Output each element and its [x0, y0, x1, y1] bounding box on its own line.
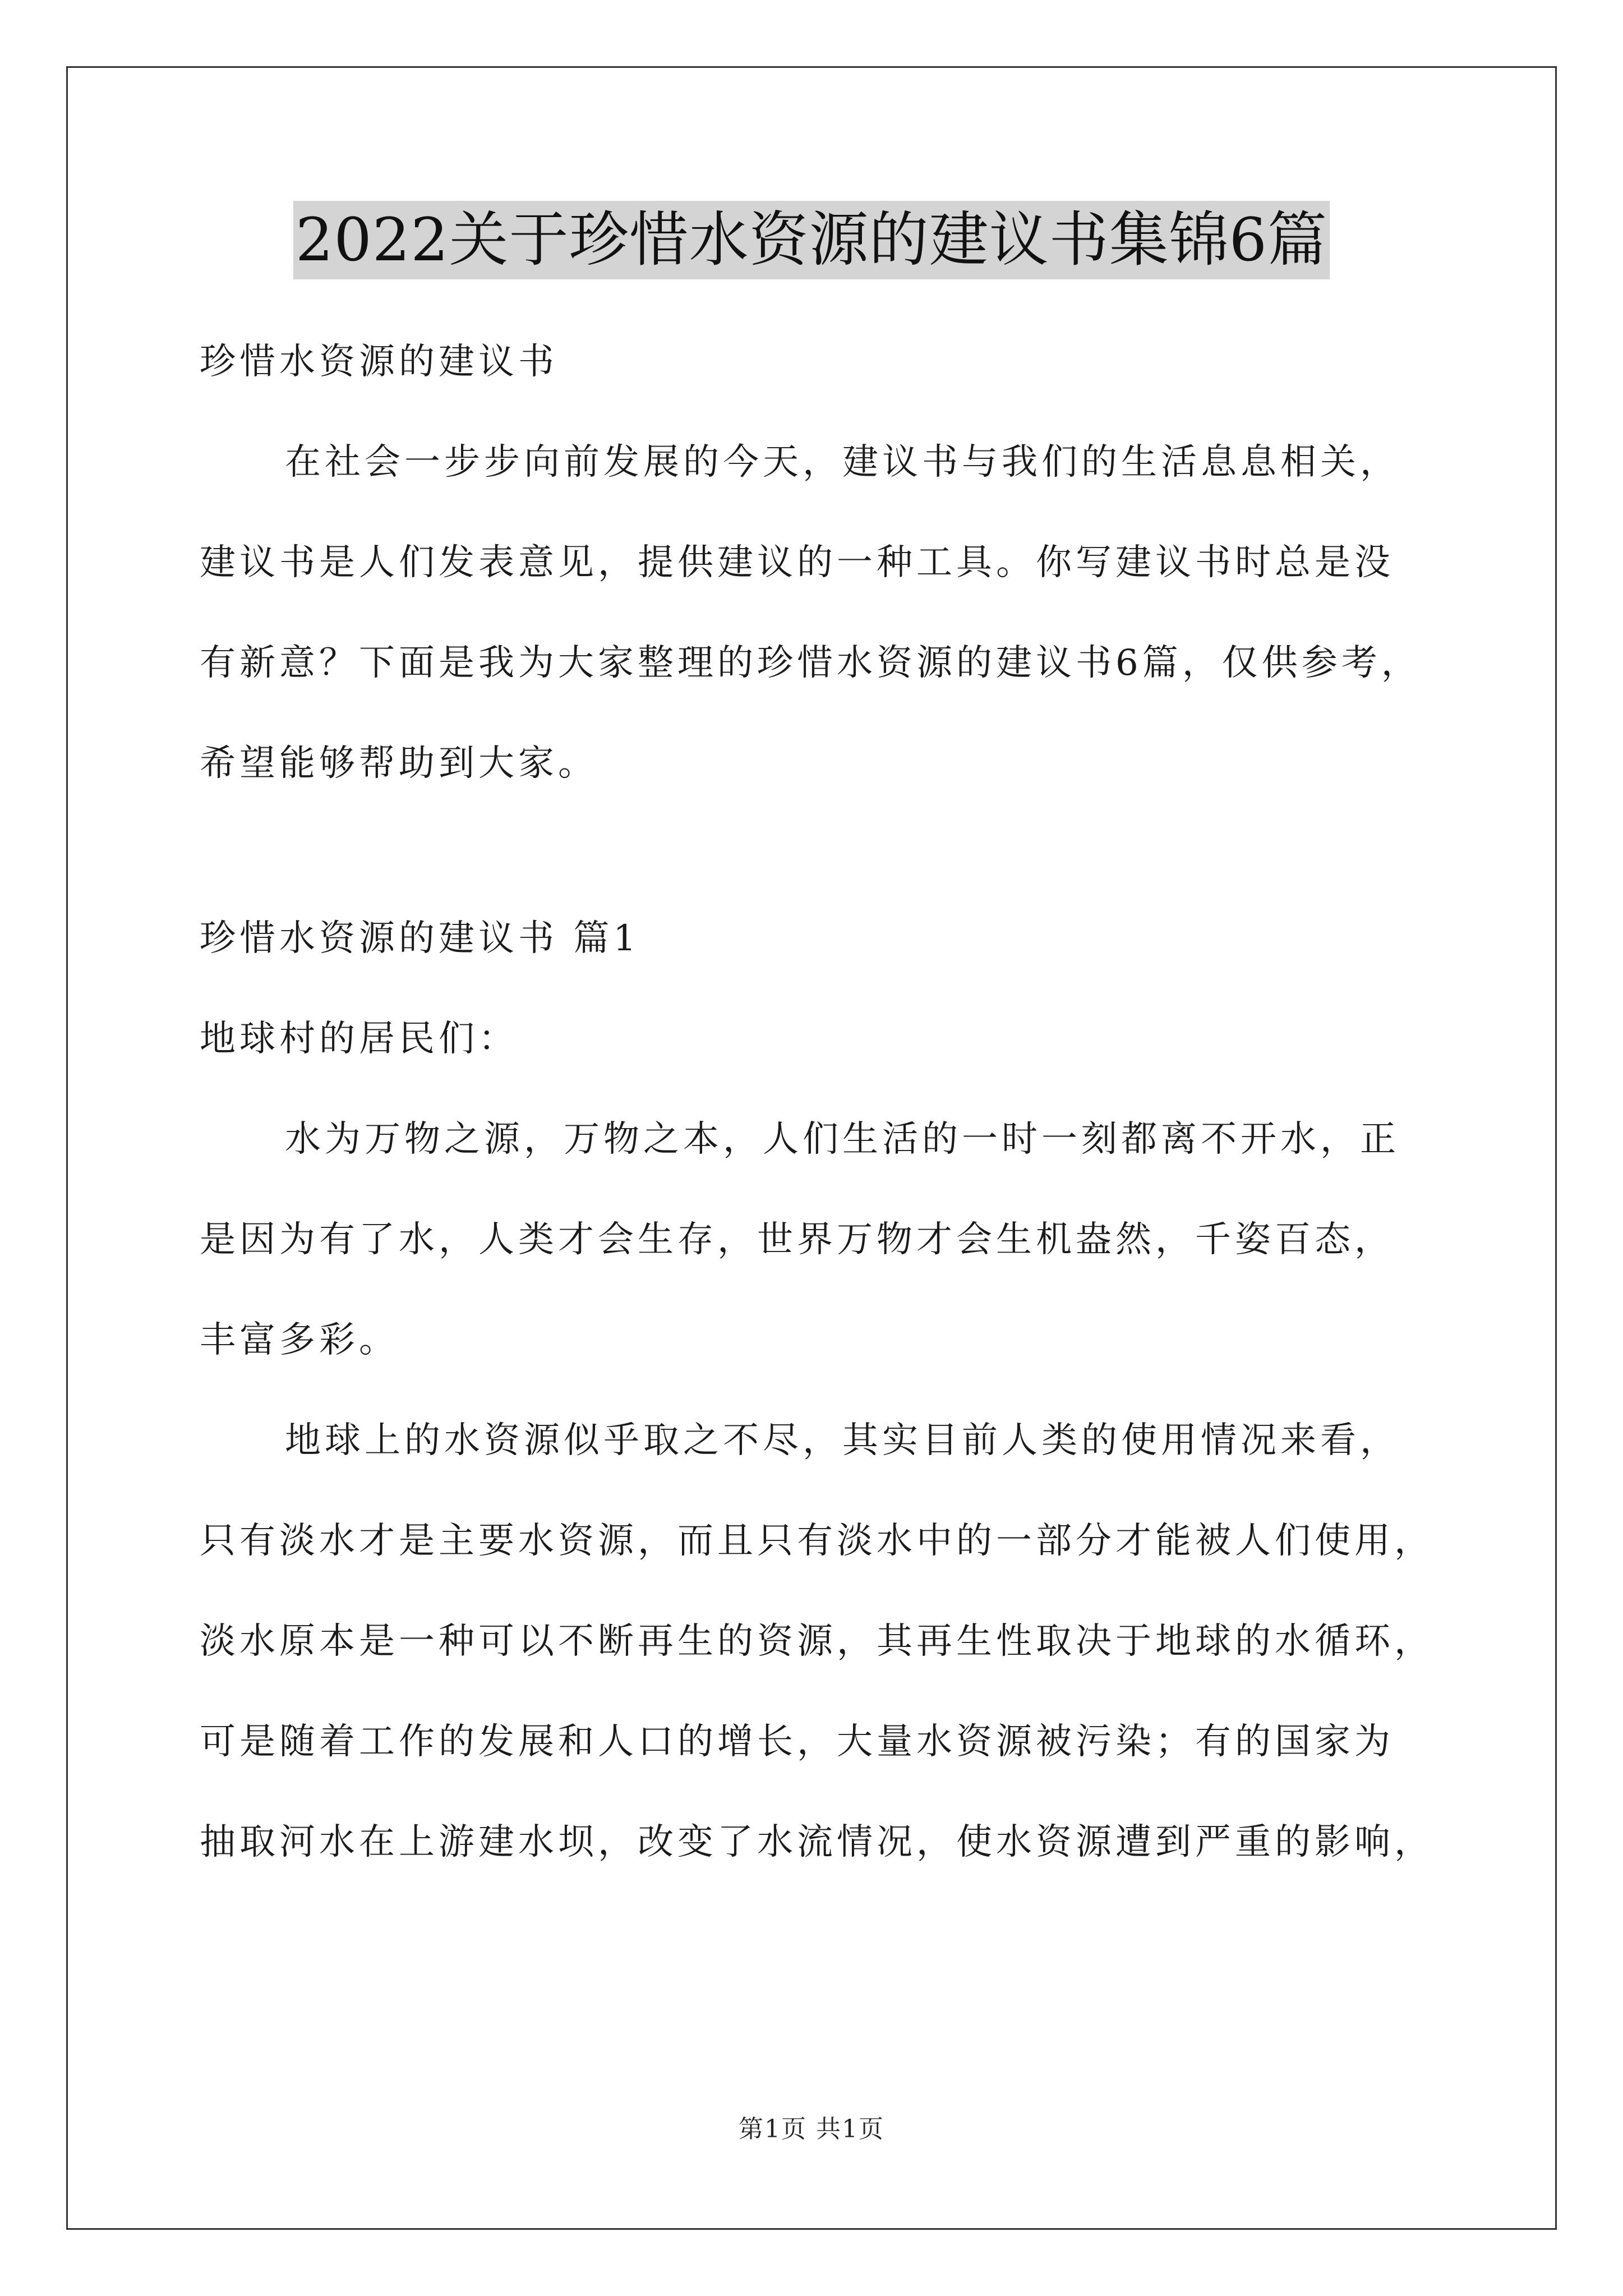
paragraph2-line-2: 只有淡水才是主要水资源，而且只有淡水中的一部分才能被人们使用，	[200, 1520, 1434, 1562]
paragraph1-line-2: 是因为有了水，人类才会生存，世界万物才会生机盎然，千姿百态，	[200, 1219, 1394, 1260]
paragraph1-line-1: 水为万物之源，万物之本，人们生活的一时一刻都离不开水，正	[285, 1119, 1400, 1160]
intro-line-1: 在社会一步步向前发展的今天，建议书与我们的生活息息相关，	[285, 441, 1400, 483]
page-footer	[0, 2114, 1623, 2145]
page-number: 第1页 共1页	[739, 2115, 884, 2143]
salutation: 地球村的居民们：	[200, 1018, 518, 1060]
paragraph2-line-4: 可是随着工作的发展和人口的增长，大量水资源被污染；有的国家为	[200, 1721, 1394, 1763]
intro-line-4: 希望能够帮助到大家。	[200, 743, 598, 784]
paragraph2-line-3: 淡水原本是一种可以不断再生的资源，其再生性取决于地球的水循环，	[200, 1621, 1434, 1662]
paragraph2-line-5: 抽取河水在上游建水坝，改变了水流情况，使水资源遭到严重的影响，	[200, 1821, 1434, 1863]
document-title: 2022关于珍惜水资源的建议书集锦6篇	[293, 201, 1330, 279]
paragraph2-line-1: 地球上的水资源似乎取之不尽，其实目前人类的使用情况来看，	[285, 1420, 1400, 1461]
intro-line-3: 有新意？下面是我为大家整理的珍惜水资源的建议书6篇，仅供参考，	[200, 642, 1421, 684]
title-container	[0, 201, 1623, 279]
intro-heading: 珍惜水资源的建议书	[200, 341, 558, 383]
intro-line-2: 建议书是人们发表意见，提供建议的一种工具。你写建议书时总是没	[200, 542, 1394, 583]
paragraph1-line-3: 丰富多彩。	[200, 1319, 399, 1361]
document-body	[200, 337, 1461, 1866]
section-heading: 珍惜水资源的建议书 篇1	[200, 918, 640, 959]
